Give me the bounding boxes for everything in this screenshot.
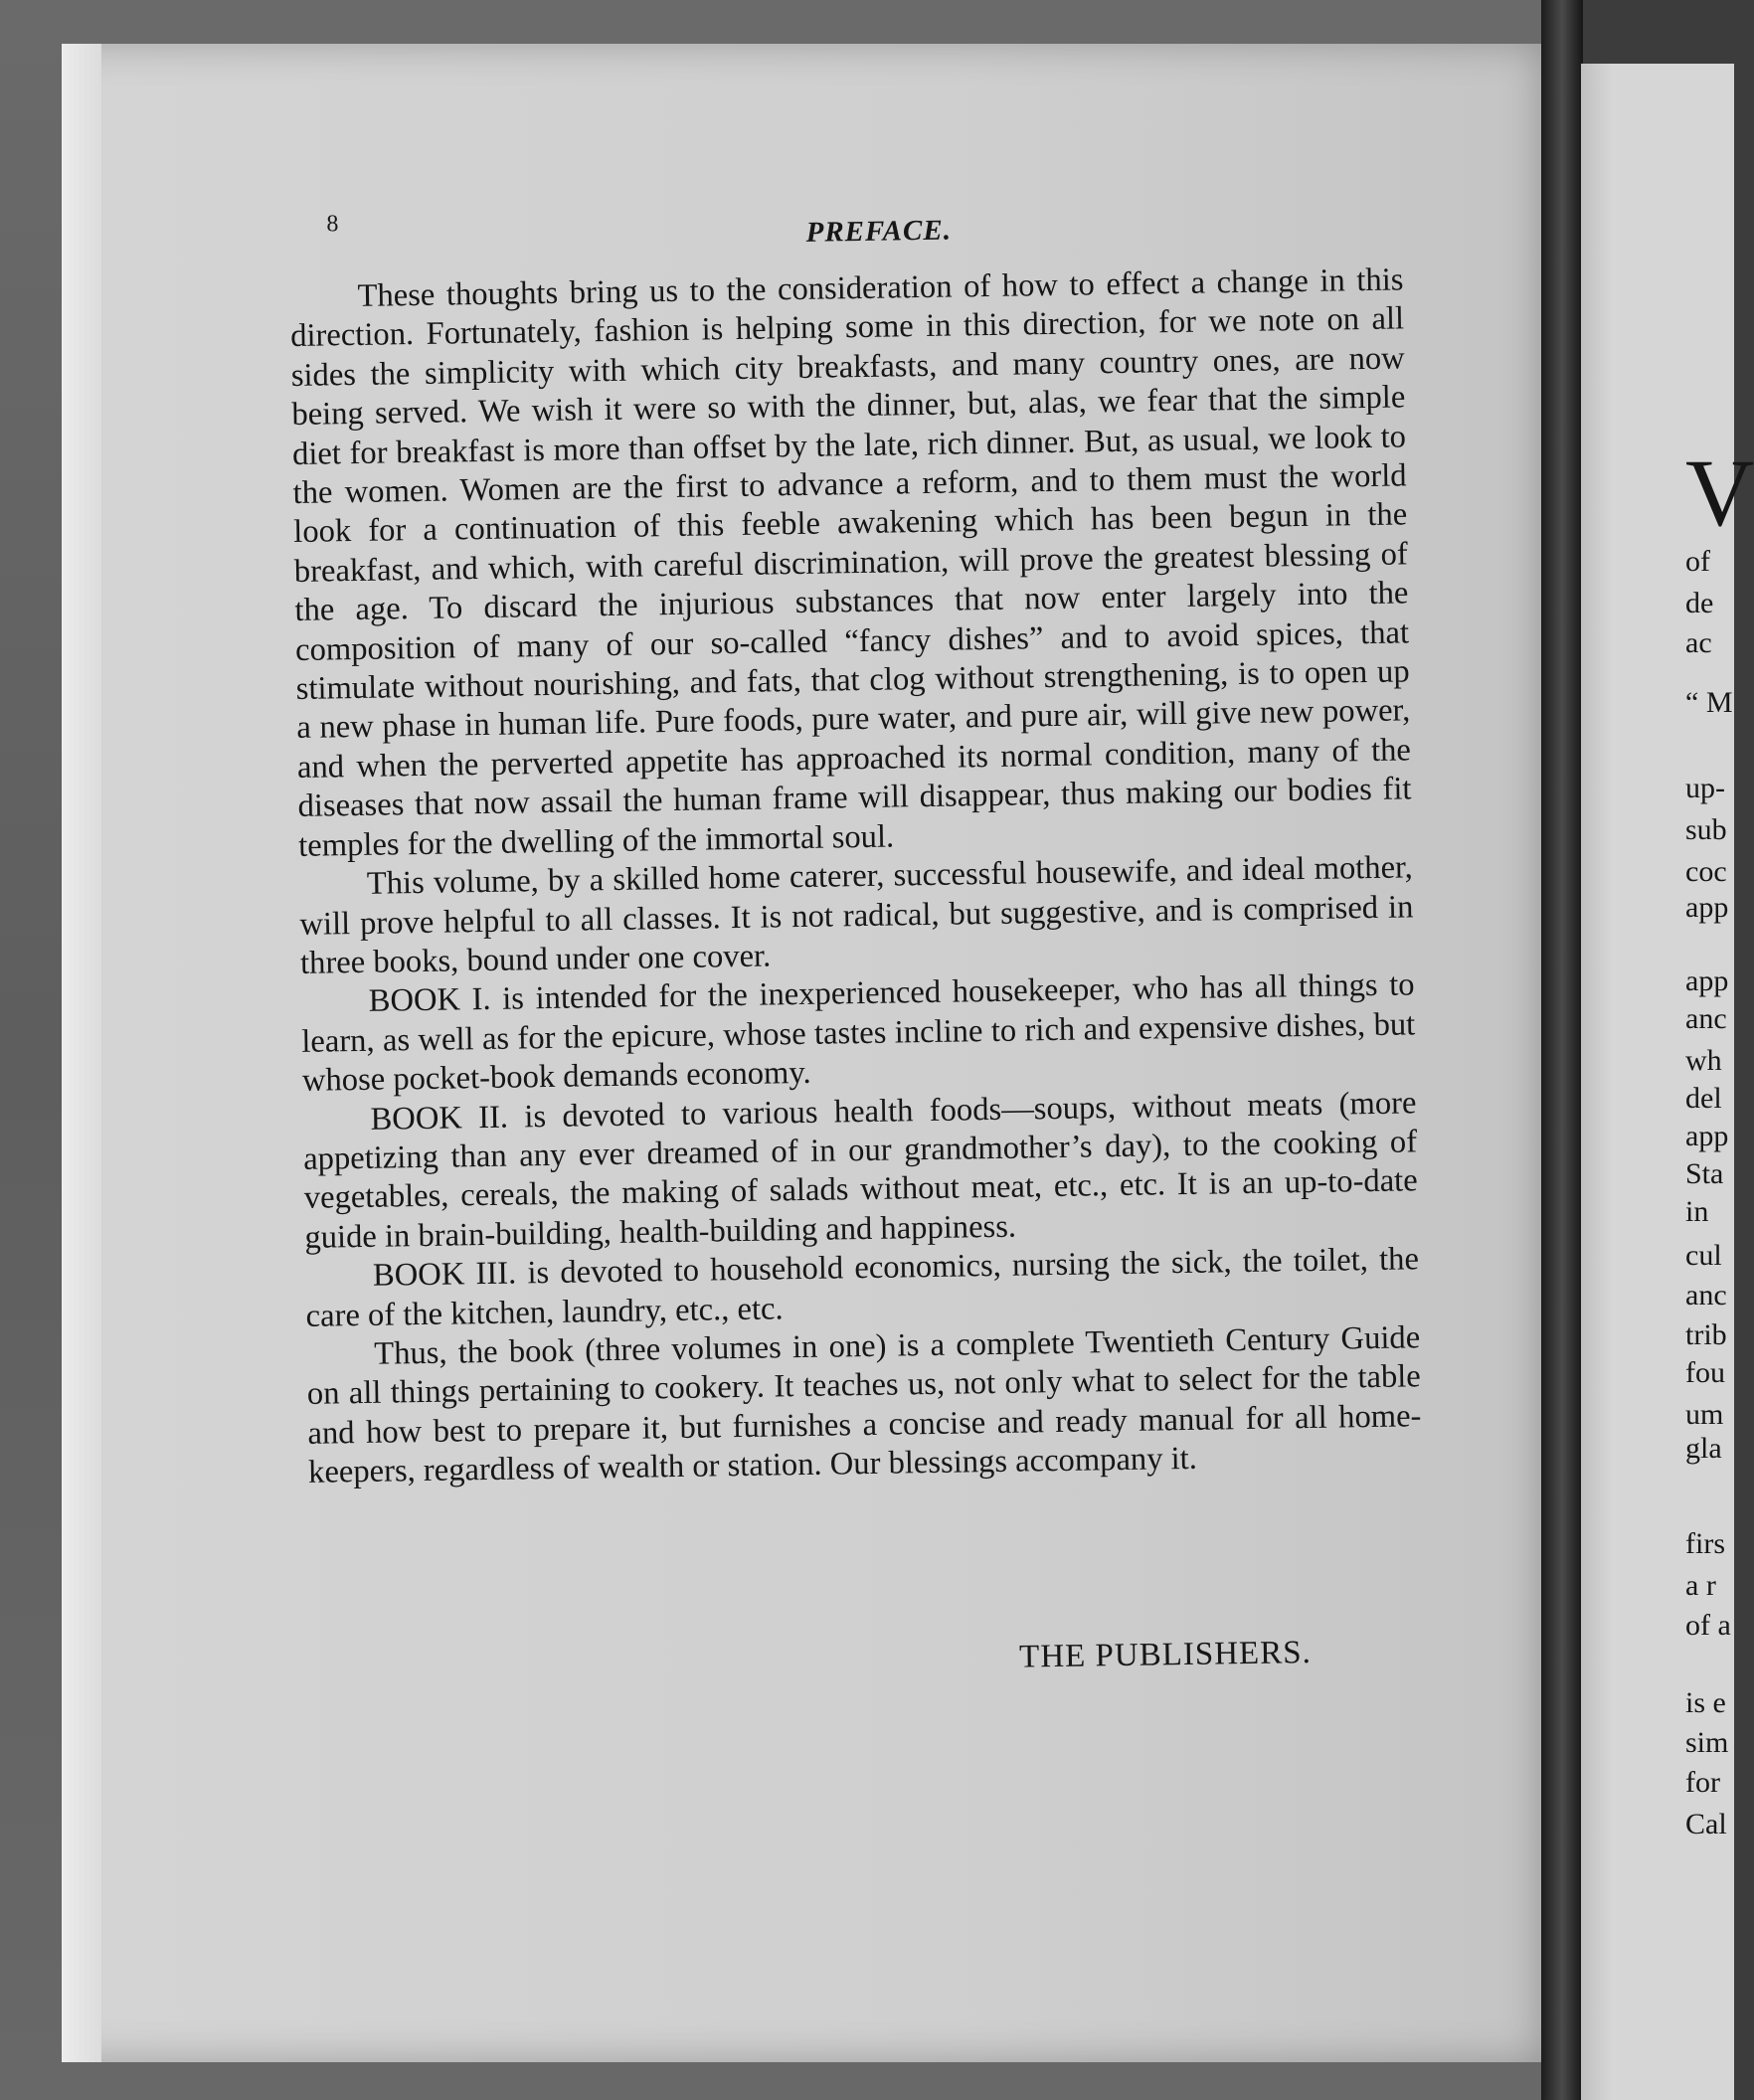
text-fragment: anc xyxy=(1685,1002,1727,1035)
text-fragment: app xyxy=(1685,1120,1729,1152)
text-fragment: Sta xyxy=(1685,1157,1724,1190)
text-fragment: sim xyxy=(1685,1726,1729,1759)
text-fragment: ac xyxy=(1685,626,1712,659)
text-fragment: sub xyxy=(1685,813,1727,846)
paragraph: BOOK I. is intended for the inexperienced housekeeper, who has all things to learn, as well as for the epicure, whose tastes incline to rich and expensive dishes, but whose pocket-book demands economy. xyxy=(301,966,1416,1100)
text-fragment: a r xyxy=(1685,1569,1716,1602)
text-fragment: app xyxy=(1685,891,1729,924)
text-fragment: fou xyxy=(1685,1356,1725,1389)
text-fragment: gla xyxy=(1685,1432,1722,1465)
paragraph: This volume, by a skilled home caterer, successful housewife, and ideal mother, will prove helpful to all classes. It is not radical, but suggestive, and is comprised in three books, bound under one cover. xyxy=(299,849,1414,981)
running-head: PREFACE. xyxy=(805,214,953,249)
paragraph: Thus, the book (three volumes in one) is a complete Twentieth Century Guide on all things pertaining to cookery. It teaches us, not only what to select for the table and how best to prepare it, but furnishes a concise and ready manual for all home-keepers, regardless of wealth or station. Our blessings accompany it. xyxy=(306,1319,1422,1491)
text-fragment: cul xyxy=(1685,1239,1722,1272)
signature: THE PUBLISHERS. xyxy=(1018,1635,1313,1675)
text-fragment: um xyxy=(1685,1398,1724,1431)
paragraph: These thoughts bring us to the consideration of how to effect a change in this direction. Fortunately, fashion is helping some in this direction, for we note on all sides the simplicity with which city breakfasts, and many country ones, are now being served. We wish it were so with the dinner, but, alas, we fear that the simple diet for breakfast is more than offset by the late, rich dinner. But, as usual, we look to the women. Women are the first to advance a reform, and to them must the world look for a continuation of this feeble awakening which has been begun in the breakfast, and which, with careful discrimination, will prove the greatest blessing of the age. To discard the injurious substances that now enter largely into the composition of many of our so-called “fancy dishes” and to avoid spices, that stimulate without nourishing, and fats, that clog without strengthening, is to open up a new phase in human life. Pure foods, pure water, and pure air, will give new power, and when the perverted appetite has approached its normal condition, many of the diseases that now assail the human frame will disappear, thus making our bodies fit temples for the dwelling of the immortal soul. xyxy=(289,262,1412,864)
text-fragment: up- xyxy=(1685,772,1725,804)
text-fragment: for xyxy=(1685,1766,1720,1799)
text-fragment: Cal xyxy=(1685,1808,1727,1840)
preface-body xyxy=(289,261,1422,1492)
text-fragment: “ M xyxy=(1685,686,1733,719)
page-number: 8 xyxy=(326,211,339,238)
text-fragment: firs xyxy=(1685,1527,1725,1560)
text-fragment: coc xyxy=(1685,855,1727,888)
paragraph: BOOK II. is devoted to various health foods—soups, without meats (more appetizing than any ever dreamed of in our grandmother’s day), to the cooking of vegetables, cereals, the making of salads without meat, etc., etc. It is an up-to-date guide in brain-building, health-building and happiness. xyxy=(302,1084,1418,1256)
text-fragment: of xyxy=(1685,545,1710,578)
text-fragment: del xyxy=(1685,1082,1722,1115)
book-gutter xyxy=(1541,0,1583,2100)
paragraph: BOOK III. is devoted to household economics, nursing the sick, the toilet, the care of the kitchen, laundry, etc., etc. xyxy=(305,1241,1420,1334)
left-page-edge xyxy=(62,44,101,2062)
text-fragment: in xyxy=(1685,1195,1709,1228)
text-fragment: app xyxy=(1685,964,1729,997)
text-fragment: de xyxy=(1685,587,1714,619)
text-fragment: is e xyxy=(1685,1686,1726,1719)
text-fragment: anc xyxy=(1685,1279,1727,1312)
text-fragment: of a xyxy=(1685,1609,1731,1642)
text-fragment: trib xyxy=(1685,1318,1727,1351)
text-fragment: wh xyxy=(1685,1044,1722,1077)
drop-cap: V xyxy=(1685,439,1754,546)
